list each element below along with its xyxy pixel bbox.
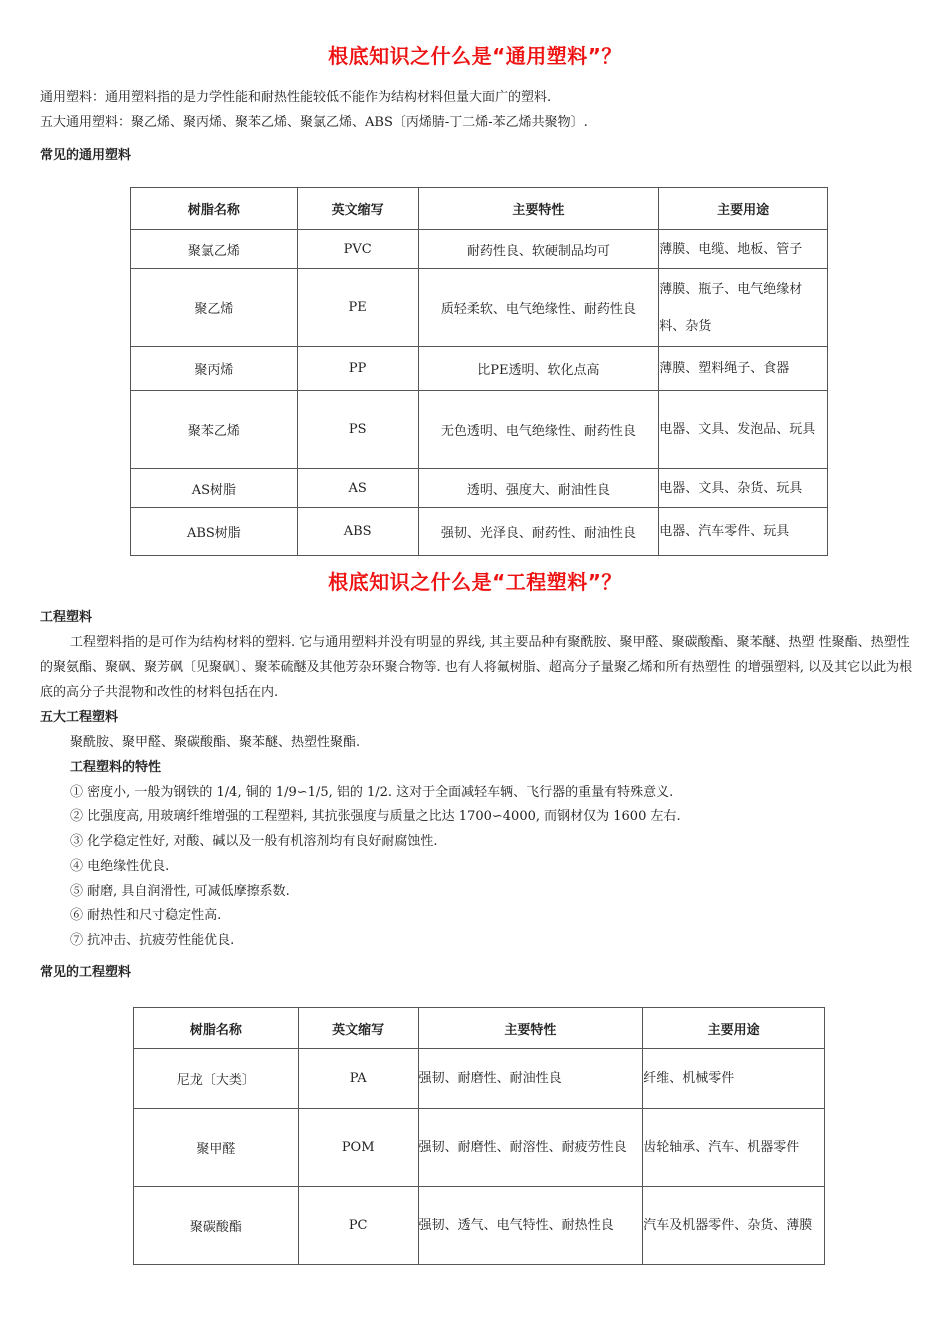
cell-uses: 齿轮轴承、汽车、机器零件	[643, 1109, 825, 1187]
cell-properties: 比PE透明、软化点高	[418, 347, 659, 391]
table-row	[134, 1187, 825, 1265]
common-general-plastics-heading: 常见的通用塑料	[40, 148, 132, 163]
cell-resin-name: 聚氯乙烯	[131, 230, 298, 269]
cell-properties: 透明、强度大、耐油性良	[418, 469, 659, 508]
table-row	[134, 1109, 825, 1187]
header-resin-name: 树脂名称	[131, 188, 298, 230]
table-row	[131, 230, 828, 269]
engineering-plastics-title: 根底知识之什么是“工程塑料”？	[328, 570, 622, 594]
header-resin-name: 树脂名称	[134, 1008, 299, 1049]
cell-abbreviation: PVC	[297, 230, 418, 269]
table-row	[131, 508, 828, 556]
general-plastics-table	[130, 187, 828, 556]
table-header-row	[134, 1008, 825, 1049]
cell-resin-name: 尼龙〔大类〕	[134, 1049, 299, 1109]
header-abbreviation: 英文缩写	[298, 1008, 418, 1049]
table-row	[134, 1049, 825, 1109]
cell-resin-name: ABS树脂	[131, 508, 298, 556]
cell-properties: 耐药性良、软硬制品均可	[418, 230, 659, 269]
property-item: ④ 电绝缘性优良.	[70, 859, 170, 874]
cell-uses: 薄膜、电缆、地板、管子	[659, 230, 828, 269]
engineering-properties-heading: 工程塑料的特性	[70, 760, 162, 775]
cell-abbreviation: PA	[298, 1049, 418, 1109]
cell-resin-name: 聚乙烯	[131, 269, 298, 347]
cell-resin-name: 聚丙烯	[131, 347, 298, 391]
header-uses: 主要用途	[643, 1008, 825, 1049]
cell-resin-name: 聚苯乙烯	[131, 391, 298, 469]
header-properties: 主要特性	[418, 1008, 643, 1049]
table-row	[131, 391, 828, 469]
cell-abbreviation: ABS	[297, 508, 418, 556]
property-item: ⑦ 抗冲击、抗疲劳性能优良.	[70, 933, 235, 948]
general-plastics-title: 根底知识之什么是“通用塑料”？	[328, 44, 622, 68]
cell-properties: 无色透明、电气绝缘性、耐药性良	[418, 391, 659, 469]
cell-uses: 电器、文具、杂货、玩具	[659, 469, 828, 508]
table-header-row	[131, 188, 828, 230]
property-item: ⑥ 耐热性和尺寸稳定性高.	[70, 908, 222, 923]
cell-uses: 薄膜、塑料绳子、食器	[659, 347, 828, 391]
cell-resin-name: 聚甲醛	[134, 1109, 299, 1187]
cell-properties: 强韧、光泽良、耐药性、耐油性良	[418, 508, 659, 556]
cell-abbreviation: AS	[297, 469, 418, 508]
cell-uses: 电器、文具、发泡品、玩具	[659, 391, 828, 469]
cell-properties: 质轻柔软、电气绝缘性、耐药性良	[418, 269, 659, 347]
cell-properties: 强韧、耐磨性、耐溶性、耐疲劳性良	[418, 1109, 643, 1187]
table-row	[131, 347, 828, 391]
engineering-plastics-paragraph: 工程塑料指的是可作为结构材料的塑料. 它与通用塑料并没有明显的界线, 其主要品种有聚酰胺、聚甲醛、聚碳酸酯、聚苯醚、热塑 性聚酯、热塑性的聚氨酯、聚砜、聚芳砜〔见聚砜〕、聚苯硫醚及其他芳杂环聚合物等. 也有人将氟树脂、超高分子量聚乙烯和所有热塑性 的增强塑料, 以及其它以此为根底的高分子共混物和改性的材料包括在内.	[40, 635, 913, 700]
property-item: ① 密度小, 一般为钢铁的 1/4, 铜的 1/9∽1/5, 铝的 1/2. 这对于全面减轻车辆、飞行器的重量有特殊意义.	[70, 785, 674, 800]
cell-uses: 汽车及机器零件、杂货、薄膜	[643, 1187, 825, 1265]
common-engineering-plastics-heading: 常见的工程塑料	[40, 965, 132, 980]
cell-abbreviation: PE	[297, 269, 418, 347]
cell-uses: 电器、汽车零件、玩具	[659, 508, 828, 556]
cell-properties: 强韧、透气、电气特性、耐热性良	[418, 1187, 643, 1265]
cell-resin-name: AS树脂	[131, 469, 298, 508]
table-row	[131, 269, 828, 347]
cell-abbreviation: POM	[298, 1109, 418, 1187]
header-abbreviation: 英文缩写	[297, 188, 418, 230]
cell-properties: 强韧、耐磨性、耐油性良	[418, 1049, 643, 1109]
property-item: ③ 化学稳定性好, 对酸、碱以及一般有机溶剂均有良好耐腐蚀性.	[70, 834, 438, 849]
cell-abbreviation: PS	[297, 391, 418, 469]
property-item: ② 比强度高, 用玻璃纤维增强的工程塑料, 其抗张强度与质量之比达 1700∽4000, 而钢材仅为 1600 左右.	[70, 809, 681, 824]
cell-abbreviation: PC	[298, 1187, 418, 1265]
table-row	[131, 469, 828, 508]
five-engineering-plastics-list: 聚酰胺、聚甲醛、聚碳酸酯、聚苯醚、热塑性聚酯.	[70, 735, 361, 750]
cell-uses: 薄膜、瓶子、电气绝缘材料、杂货	[659, 269, 828, 347]
engineering-plastics-heading: 工程塑料	[40, 610, 93, 625]
five-engineering-plastics-heading: 五大工程塑料	[40, 710, 119, 725]
engineering-plastics-table	[133, 1007, 825, 1265]
cell-abbreviation: PP	[297, 347, 418, 391]
cell-uses: 纤维、机械零件	[643, 1049, 825, 1109]
property-item: ⑤ 耐磨, 具自润滑性, 可减低摩擦系数.	[70, 884, 290, 899]
cell-resin-name: 聚碳酸酯	[134, 1187, 299, 1265]
five-general-plastics: 五大通用塑料：聚乙烯、聚丙烯、聚苯乙烯、聚氯乙烯、ABS〔丙烯腈-丁二烯-苯乙烯共聚物〕.	[40, 115, 588, 130]
header-uses: 主要用途	[659, 188, 828, 230]
header-properties: 主要特性	[418, 188, 659, 230]
general-plastics-definition: 通用塑料：通用塑料指的是力学性能和耐热性能较低不能作为结构材料但量大面广的塑料.	[40, 90, 552, 105]
